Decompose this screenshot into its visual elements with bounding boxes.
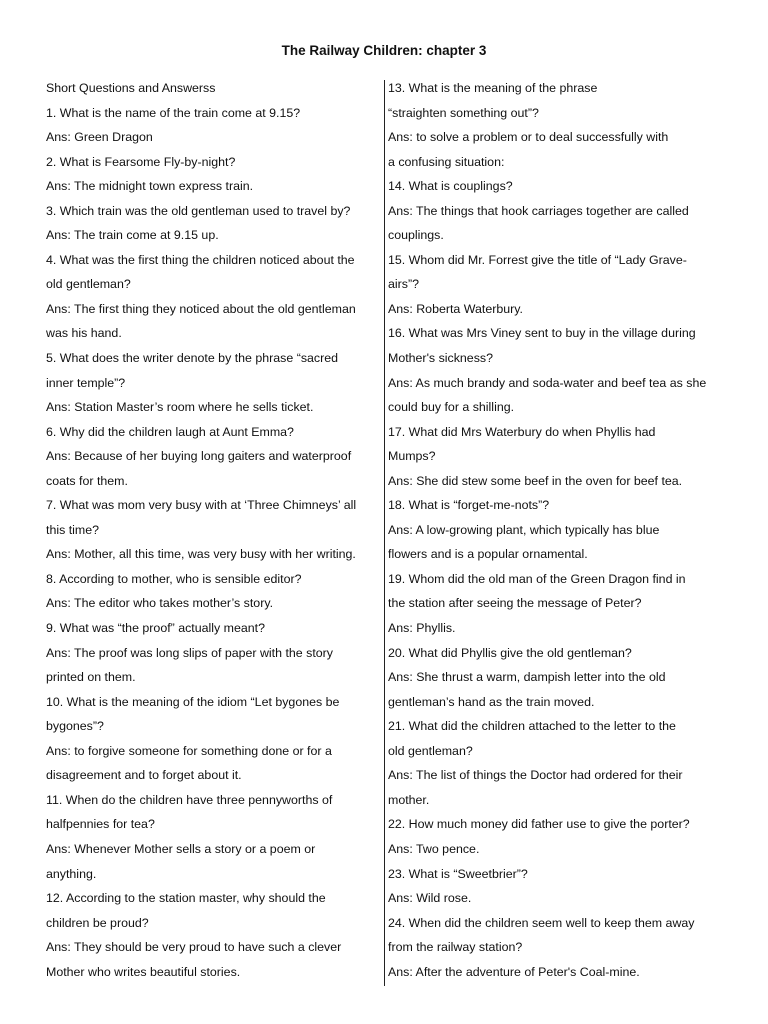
- text-line: inner temple”?: [46, 375, 126, 390]
- text-line: 14. What is couplings?: [388, 179, 513, 194]
- text-line: 21. What did the children attached to the letter to the: [388, 719, 676, 734]
- text-line: 20. What did Phyllis give the old gentleman?: [388, 645, 632, 660]
- text-line: was his hand.: [46, 326, 122, 341]
- text-line: Ans: Roberta Waterbury.: [388, 301, 523, 316]
- text-line: 3. Which train was the old gentleman used to travel by?: [46, 203, 351, 218]
- text-line: 1. What is the name of the train come at 9.15?: [46, 105, 301, 120]
- text-line: 19. Whom did the old man of the Green Dragon find in: [388, 571, 686, 586]
- text-line: a confusing situation:: [388, 154, 505, 169]
- text-line: Ans: The things that hook carriages together are called: [388, 203, 689, 218]
- text-line: Mumps?: [388, 449, 436, 464]
- text-line: old gentleman?: [388, 743, 473, 758]
- text-line: Ans: She thrust a warm, dampish letter into the old: [388, 670, 666, 685]
- text-line: old gentleman?: [46, 277, 131, 292]
- text-line: halfpennies for tea?: [46, 817, 155, 832]
- text-line: Ans: As much brandy and soda-water and beef tea as she: [388, 375, 707, 390]
- text-line: Ans: Because of her buying long gaiters and waterproof: [46, 449, 352, 464]
- right-column: [388, 76, 728, 984]
- text-line: Ans: to forgive someone for something done or for a: [46, 743, 332, 758]
- page-title: The Railway Children: chapter 3: [281, 43, 487, 58]
- text-line: 2. What is Fearsome Fly-by-night?: [46, 154, 236, 169]
- text-line: 9. What was “the proof” actually meant?: [46, 621, 266, 636]
- text-line: 4. What was the first thing the children noticed about the: [46, 252, 355, 267]
- text-line: 6. Why did the children laugh at Aunt Emma?: [46, 424, 294, 439]
- text-line: Mother's sickness?: [388, 351, 493, 366]
- text-line: Ans: The editor who takes mother’s story.: [46, 596, 274, 611]
- text-line: 17. What did Mrs Waterbury do when Phyllis had: [388, 424, 656, 439]
- text-line: gentleman’s hand as the train moved.: [388, 694, 595, 709]
- text-line: 23. What is “Sweetbrier”?: [388, 866, 528, 881]
- text-line: 10. What is the meaning of the idiom “Let bygones be: [46, 694, 340, 709]
- text-line: Ans: She did stew some beef in the oven for beef tea.: [388, 473, 683, 488]
- text-line: 15. Whom did Mr. Forrest give the title of “Lady Grave-: [388, 252, 687, 267]
- text-line: Short Questions and Answerss: [46, 81, 216, 95]
- text-line: 18. What is “forget-me-nots”?: [388, 498, 550, 513]
- text-line: Ans: The midnight town express train.: [46, 179, 254, 194]
- text-line: the station after seeing the message of Peter?: [388, 596, 642, 611]
- text-line: Ans: Station Master’s room where he sells ticket.: [46, 400, 314, 415]
- text-line: “straighten something out”?: [388, 105, 539, 120]
- text-line: mother.: [388, 792, 430, 807]
- text-line: Ans: Mother, all this time, was very busy with her writing.: [46, 547, 356, 562]
- text-line: Ans: The train come at 9.15 up.: [46, 228, 219, 243]
- text-line: Ans: Wild rose.: [388, 891, 472, 906]
- text-line: Ans: The list of things the Doctor had ordered for their: [388, 768, 683, 783]
- text-line: Ans: The first thing they noticed about the old gentleman: [46, 301, 356, 316]
- text-line: Ans: Whenever Mother sells a story or a poem or: [46, 841, 316, 856]
- text-line: children be proud?: [46, 915, 149, 930]
- text-line: Ans: After the adventure of Peter's Coal-mine.: [388, 964, 640, 979]
- text-line: could buy for a shilling.: [388, 400, 515, 415]
- text-line: printed on them.: [46, 670, 136, 685]
- text-line: 11. When do the children have three pennyworths of: [46, 792, 333, 807]
- text-line: Ans: Two pence.: [388, 841, 480, 856]
- text-line: airs”?: [388, 277, 419, 292]
- text-line: 12. According to the station master, why should the: [46, 891, 326, 906]
- text-line: disagreement and to forget about it.: [46, 768, 242, 783]
- text-line: Ans: A low-growing plant, which typically has blue: [388, 522, 660, 537]
- text-line: Ans: Phyllis.: [388, 621, 456, 636]
- text-line: anything.: [46, 866, 97, 881]
- text-line: couplings.: [388, 228, 444, 243]
- text-line: Ans: Green Dragon: [46, 130, 153, 145]
- text-line: 5. What does the writer denote by the phrase “sacred: [46, 351, 339, 366]
- text-line: Mother who writes beautiful stories.: [46, 964, 241, 979]
- text-line: 7. What was mom very busy with at ‘Three Chimneys’ all: [46, 498, 357, 513]
- text-line: this time?: [46, 522, 100, 537]
- text-line: 22. How much money did father use to give the porter?: [388, 817, 690, 832]
- text-line: 13. What is the meaning of the phrase: [388, 81, 598, 95]
- text-line: Ans: The proof was long slips of paper with the story: [46, 645, 333, 660]
- text-line: Ans: to solve a problem or to deal successfully with: [388, 130, 669, 145]
- text-line: bygones”?: [46, 719, 104, 734]
- left-column: [46, 76, 382, 984]
- text-line: flowers and is a popular ornamental.: [388, 547, 588, 562]
- text-line: 16. What was Mrs Viney sent to buy in the village during: [388, 326, 696, 341]
- text-line: 24. When did the children seem well to keep them away: [388, 915, 695, 930]
- text-line: coats for them.: [46, 473, 128, 488]
- text-line: 8. According to mother, who is sensible editor?: [46, 571, 302, 586]
- text-line: Ans: They should be very proud to have such a clever: [46, 940, 342, 955]
- column-divider: [384, 80, 385, 986]
- text-line: from the railway station?: [388, 940, 523, 955]
